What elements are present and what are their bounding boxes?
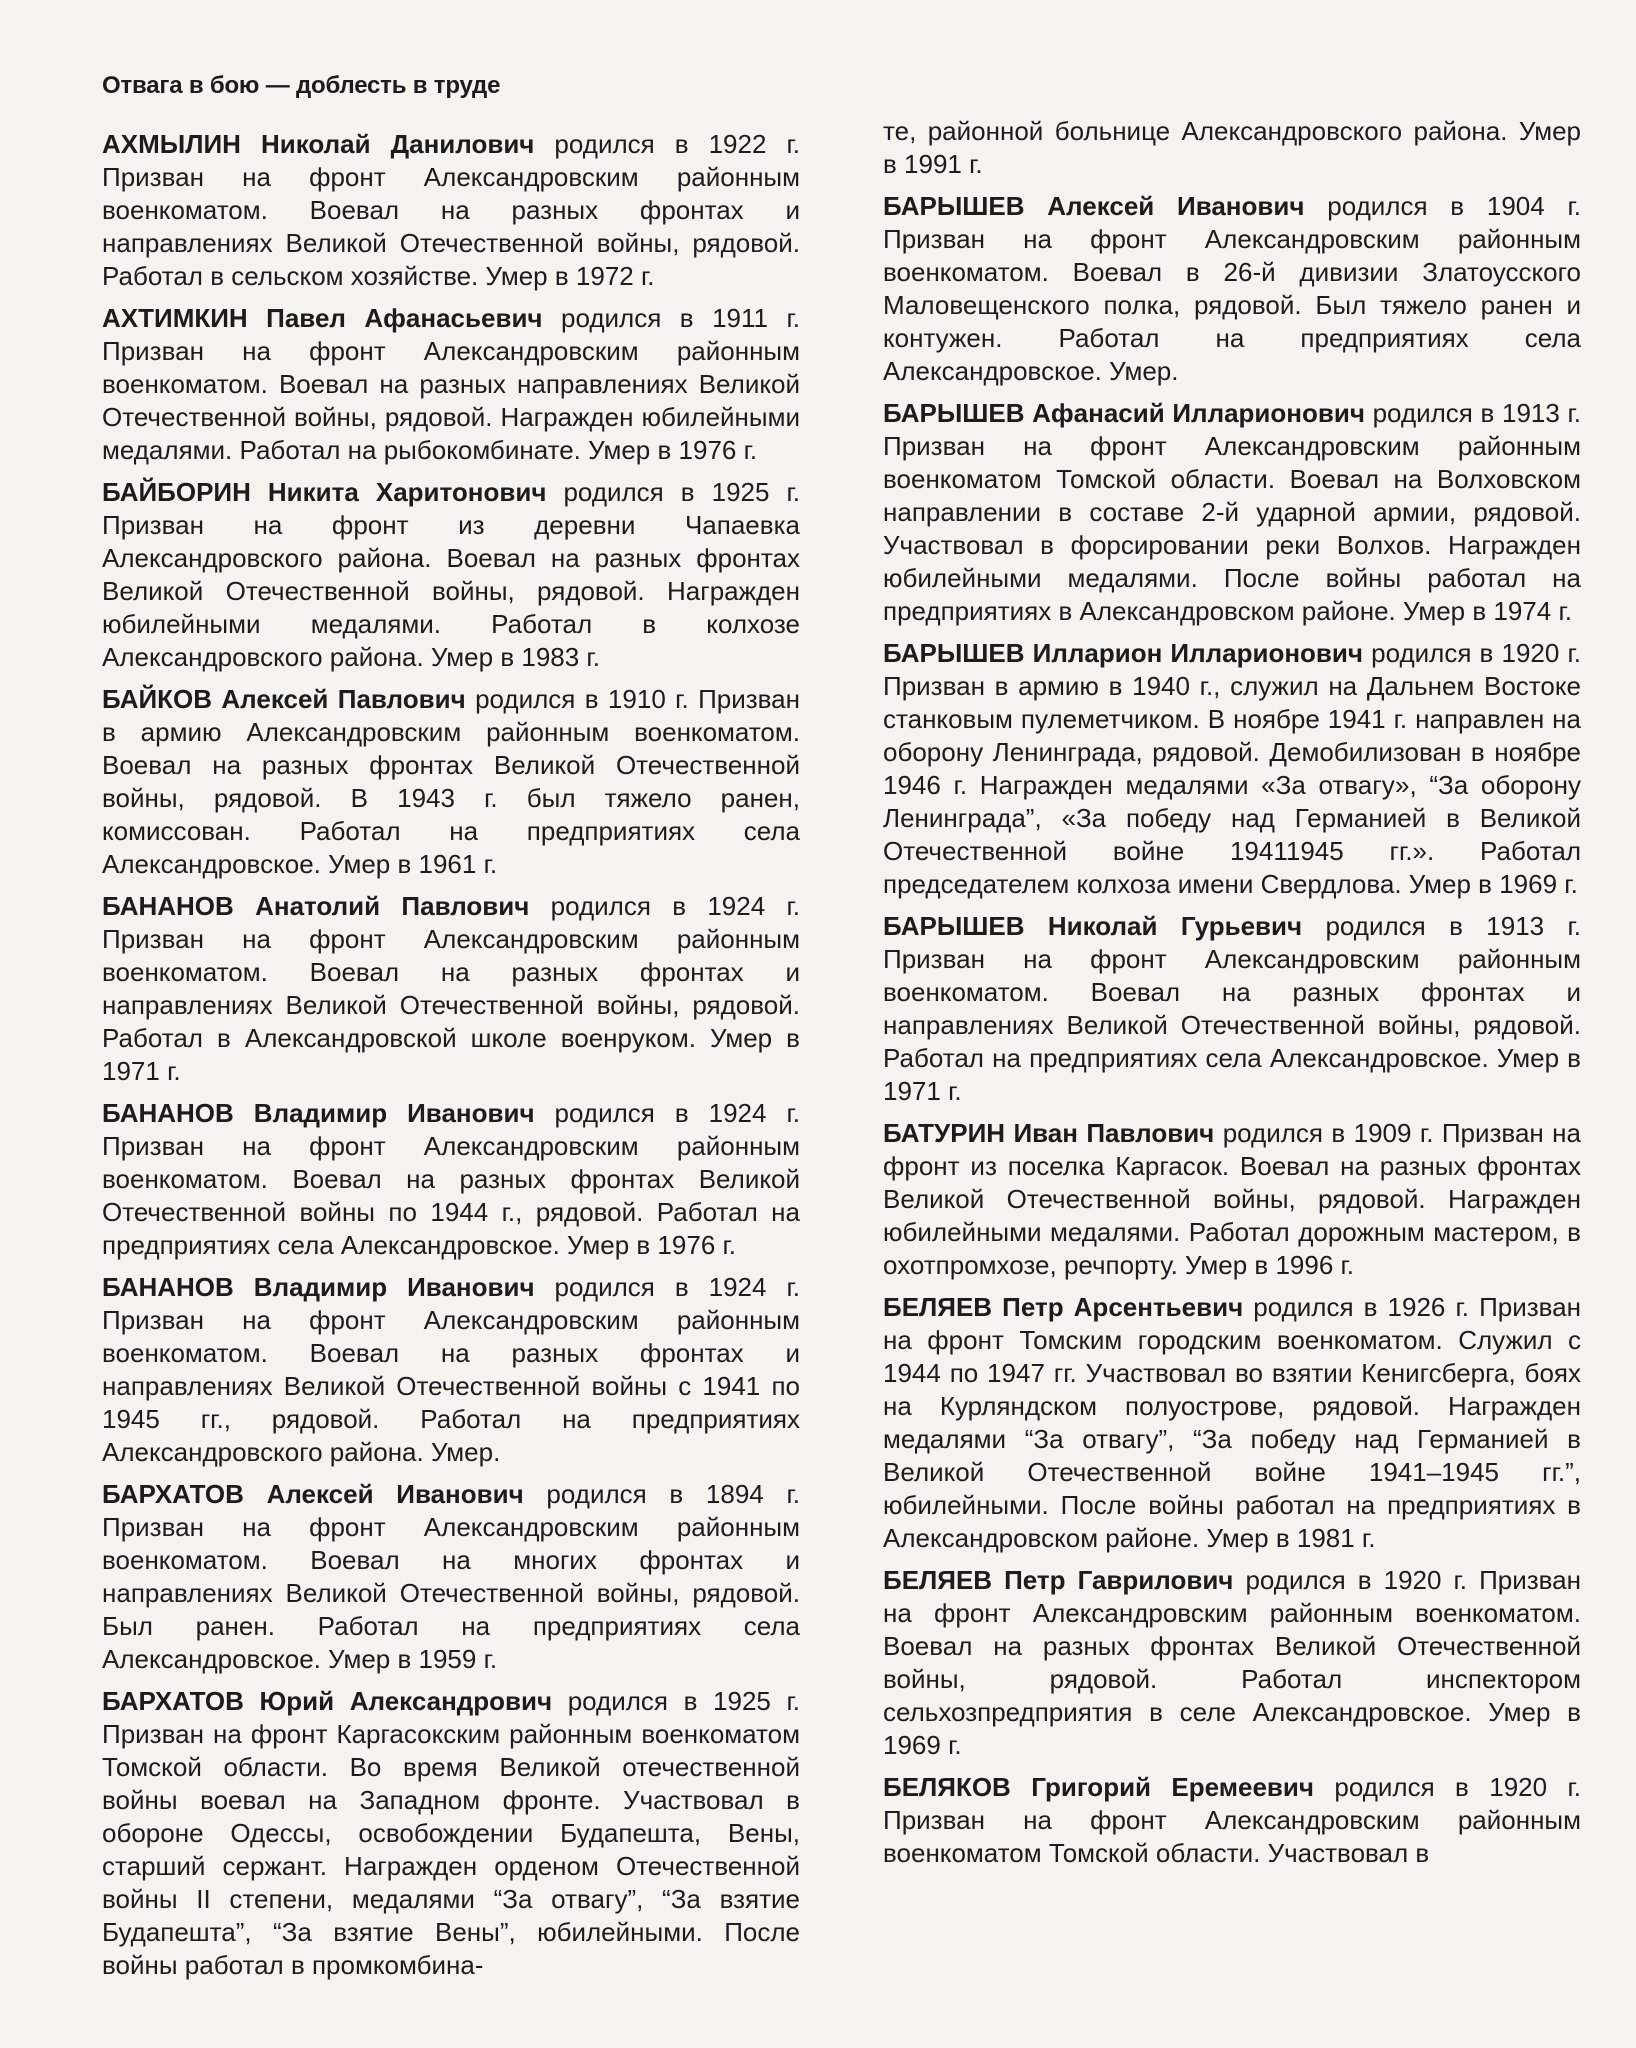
biography-entry (102, 128, 800, 293)
biography-entry-continuation (883, 115, 1581, 181)
biography-entry (102, 1478, 800, 1676)
biography-entry (883, 190, 1581, 388)
biography-text: родился в 1920 г. Призван на фронт Александровским районным военкоматом Томской области. Участвовал в (883, 1772, 1581, 1868)
biography-text: родился в 1911 г. Призван на фронт Александровским районным военкоматом. Воевал на разных направлениях Великой Отечественной войны, рядовой. Награжден юбилейными медалями. Работал на рыбокомбинате. Умер в 1976 г. (102, 303, 800, 465)
biography-text: те, районной больнице Александровского района. Умер в 1991 г. (883, 116, 1581, 179)
person-name: БАНАНОВ Анатолий Павлович (102, 891, 530, 921)
biography-entry (102, 476, 800, 674)
biography-entry (883, 637, 1581, 901)
person-name: БАРЫШЕВ Николай Гурьевич (883, 911, 1303, 941)
person-name: БЕЛЯЕВ Петр Гаврилович (883, 1565, 1234, 1595)
biography-text: родился в 1904 г. Призван на фронт Александровским районным военкоматом. Воевал в 26-й дивизии Златоусского Маловещенского полка, рядовой. Был тяжело ранен и контужен. Работал на предприятиях села Александровское. Умер. (883, 191, 1581, 386)
biography-text: родился в 1926 г. Призван на фронт Томским городским военкоматом. Служил с 1944 по 1947 гг. Участвовал во взятии Кенигсберга, боях на Курляндском полуострове, рядовой. Награжден медалями “За отвагу”, “За победу над Германией в Великой Отечественной войне 1941–1945 гг.”, юбилейными. После войны работал на предприятиях в Александровском районе. Умер в 1981 г. (883, 1292, 1582, 1553)
biography-text: родился в 1924 г. Призван на фронт Александровским районным военкоматом. Воевал на разных фронтах и направлениях Великой Отечественной войны с 1941 по 1945 гг., рядовой. Работал на предприятиях Александровского района. Умер. (102, 1272, 800, 1467)
biography-text: родился в 1920 г. Призван на фронт Александровским районным военкоматом. Воевал на разных фронтах Великой Отечественной войны, рядовой. Работал инспектором сельхозпредприятия в селе Александровское. Умер в 1969 г. (883, 1565, 1581, 1760)
biography-entry (102, 302, 800, 467)
person-name: БАРХАТОВ Алексей Иванович (102, 1479, 524, 1509)
person-name: БАТУРИН Иван Павлович (883, 1118, 1215, 1148)
biography-text: родился в 1909 г. Призван на фронт из поселка Каргасок. Воевал на разных фронтах Великой Отечественной войны, рядовой. Награжден юбилейными медалями. Работал дорожным мастером, в охотпромхозе, речпорту. Умер в 1996 г. (883, 1118, 1581, 1280)
biography-entry (883, 1771, 1581, 1870)
person-name: БАЙКОВ Алексей Павлович (102, 684, 466, 714)
person-name: БАНАНОВ Владимир Иванович (102, 1098, 535, 1128)
person-name: БЕЛЯКОВ Григорий Еремеевич (883, 1772, 1314, 1802)
left-column (102, 128, 800, 1991)
person-name: АХТИМКИН Павел Афанасьевич (102, 303, 543, 333)
biography-entry (883, 910, 1581, 1108)
biography-text: родился в 1924 г. Призван на фронт Александровским районным военкоматом. Воевал на разных фронтах и направлениях Великой Отечественной войны, рядовой. Работал в Александровской школе военруком. Умер в 1971 г. (102, 891, 800, 1086)
biography-entry (102, 1685, 800, 1982)
biography-text: родился в 1913 г. Призван на фронт Александровским районным военкоматом. Воевал на разных фронтах и направлениях Великой Отечественной войны, рядовой. Работал на предприятиях села Александровское. Умер в 1971 г. (883, 911, 1582, 1106)
biography-entry (102, 683, 800, 881)
running-title: Отвага в бою — доблесть в труде (102, 72, 501, 99)
biography-entry (883, 397, 1581, 628)
biography-text: родился в 1913 г. Призван на фронт Александровским районным военкоматом Томской области. Воевал на Волховском направлении в составе 2-й ударной армии, рядовой. Участвовал в форсировании реки Волхов. Награжден юбилейными медалями. После войны работал на предприятиях в Александровском районе. Умер в 1974 г. (883, 398, 1581, 626)
biography-text: родился в 1925 г. Призван на фронт Каргасокским районным военкоматом Томской области. Во время Великой отечественной войны воевал на Западном фронте. Участвовал в обороне Одессы, освобождении Будапешта, Вены, старший сержант. Награжден орденом Отечественной войны II степени, медалями “За отвагу”, “За взятие Будапешта”, “За взятие Вены”, юбилейными. После войны работал в промкомбина- (102, 1686, 801, 1980)
biography-text: родился в 1924 г. Призван на фронт Александровским районным военкоматом. Воевал на разных фронтах Великой Отечественной войны по 1944 г., рядовой. Работал на предприятиях села Александровское. Умер в 1976 г. (102, 1098, 800, 1260)
person-name: БЕЛЯЕВ Петр Арсентьевич (883, 1292, 1244, 1322)
biography-entry (102, 1097, 800, 1262)
person-name: АХМЫЛИН Николай Данилович (102, 129, 535, 159)
biography-entry (102, 1271, 800, 1469)
person-name: БАРЫШЕВ Афанасий Илларионович (883, 398, 1365, 428)
person-name: БАЙБОРИН Никита Харитонович (102, 477, 547, 507)
biography-entry (883, 1117, 1581, 1282)
biography-text: родился в 1925 г. Призван на фронт из деревни Чапаевка Александровского района. Воевал на разных фронтах Великой Отечественной войны, рядовой. Награжден юбилейными медалями. Работал в колхозе Александровского района. Умер в 1983 г. (102, 477, 800, 672)
biography-entry (883, 1291, 1581, 1555)
biography-text: родился в 1910 г. Призван в армию Александровским районным военкоматом. Воевал на разных фронтах Великой Отечественной войны, рядовой. В 1943 г. был тяжело ранен, комиссован. Работал на предприятиях села Александровское. Умер в 1961 г. (102, 684, 800, 879)
biography-text: родился в 1894 г. Призван на фронт Александровским районным военкоматом. Воевал на многих фронтах и направлениях Великой Отечественной войны, рядовой. Был ранен. Работал на предприятиях села Александровское. Умер в 1959 г. (102, 1479, 801, 1674)
person-name: БАРХАТОВ Юрий Александрович (102, 1686, 553, 1716)
right-column (883, 115, 1581, 1879)
person-name: БАРЫШЕВ Алексей Иванович (883, 191, 1305, 221)
biography-entry (883, 1564, 1581, 1762)
biography-text: родился в 1922 г. Призван на фронт Александровским районным военкоматом. Воевал на разных фронтах и направлениях Великой Отечественной войны, рядовой. Работал в сельском хозяйстве. Умер в 1972 г. (102, 129, 800, 291)
biography-text: родился в 1920 г. Призван в армию в 1940 г., служил на Дальнем Востоке станковым пулеметчиком. В ноябре 1941 г. направлен на оборону Ленинграда, рядовой. Демобилизован в ноябре 1946 г. Награжден медалями «За отвагу», “За оборону Ленинграда”, «За победу над Германией в Великой Отечественной войне 19411945 гг.». Работал председателем колхоза имени Свердлова. Умер в 1969 г. (883, 638, 1582, 899)
biography-entry (102, 890, 800, 1088)
person-name: БАРЫШЕВ Илларион Илларионович (883, 638, 1363, 668)
person-name: БАНАНОВ Владимир Иванович (102, 1272, 535, 1302)
